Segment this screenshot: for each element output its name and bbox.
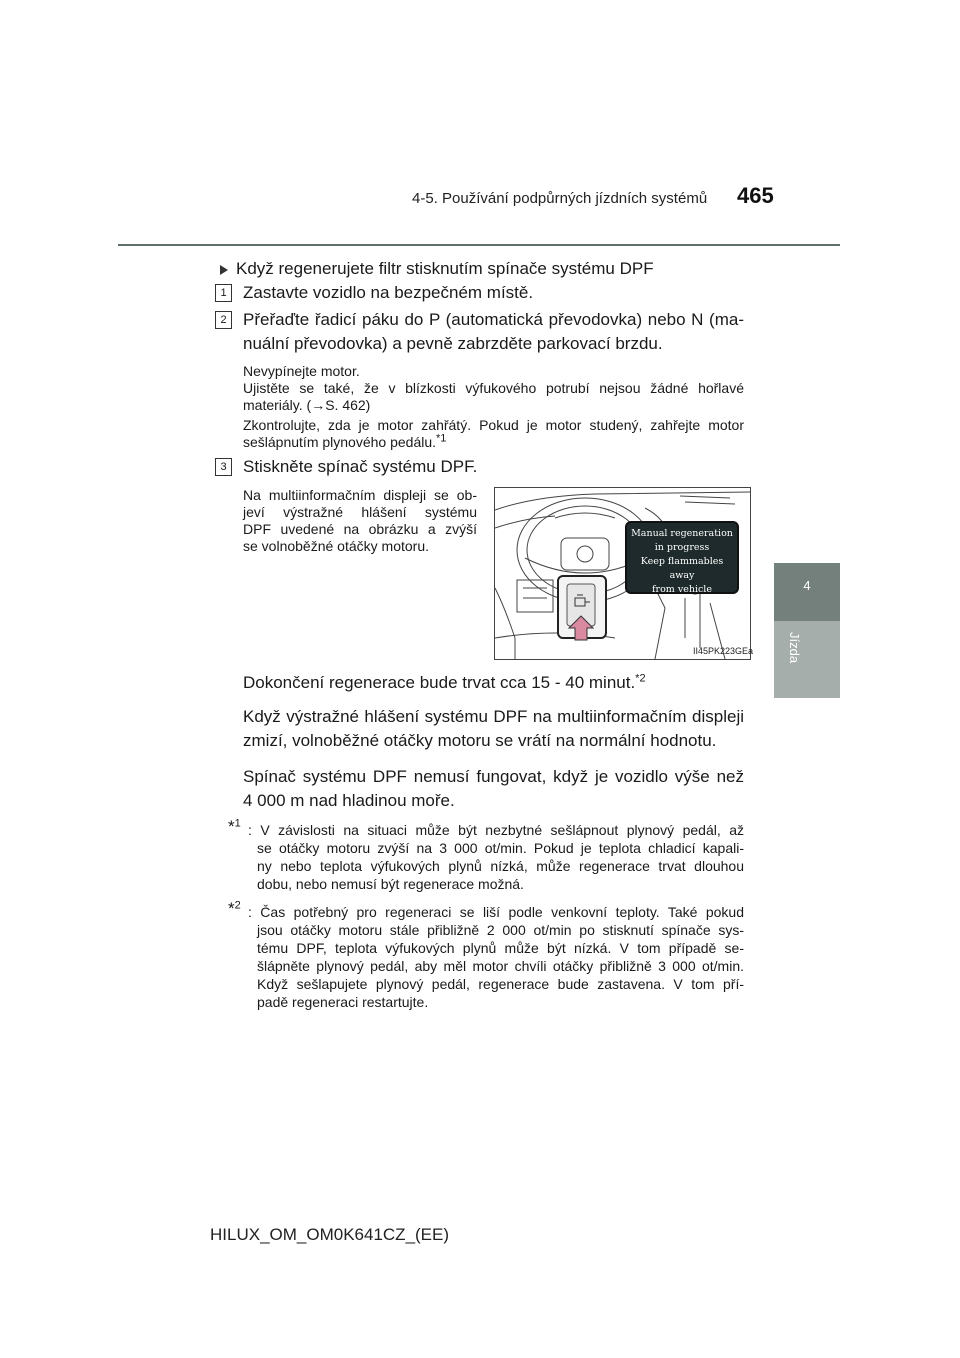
step-number-2: 2 — [215, 311, 232, 329]
chapter-tab-label: Jízda — [787, 632, 802, 664]
para-2-line-2: zmizí, volnoběžné otáčky motoru se vrátí na normální hodnotu. — [243, 731, 717, 750]
footnote-ref: *2 — [635, 672, 646, 685]
procedure-heading: Když regenerujete filtr stisknutím spínače systému DPF — [220, 255, 654, 282]
footnote-2-line-6: padě regeneraci restartujte. — [257, 994, 429, 1010]
footnote-1-line-4: dobu, nebo nemusí být regenerace možná. — [257, 876, 524, 892]
regeneration-duration: Dokončení regenerace bude trvat cca 15 - 40 minut.$^{*2}$ — [243, 672, 646, 692]
warning-message-display: Manual regeneration in progress Keep flammables away from vehicle — [625, 521, 739, 594]
step-1-text: Zastavte vozidlo na bezpečném místě. — [243, 283, 534, 302]
note-warmup-line-1: Zkontrolujte, zda je motor zahřátý. Pokud je motor studený, zahřejte motor — [243, 417, 744, 433]
note-engine-line-3: materiály. (→S. 462) — [243, 397, 371, 413]
step-3-note-line-1: Na multiinformačním displeji se ob- — [243, 487, 477, 503]
footnote-1-line-2: se otáčky motoru zvýší na 3 000 ot/min. Pokud je teplota chladicí kapali- — [257, 840, 744, 856]
footnote-1-line-3: ny nebo teplota výfukových plynů nízká, může regenerace trvat dlouhou — [257, 858, 744, 874]
step-2-line-1: Přeřaďte řadicí páku do P (automatická převodovka) nebo N (ma- — [243, 310, 744, 329]
document-code-footer: HILUX_OM_OM0K641CZ_(EE) — [210, 1225, 450, 1244]
step-3-text: Stiskněte spínač systému DPF. — [243, 457, 478, 476]
footnote-2-line-5: Když sešlapujete plynový pedál, regenerace bude zastavena. V tom pří- — [257, 976, 744, 992]
chapter-tab-label-bg — [774, 621, 840, 698]
note-warmup-line-2: sešlápnutím plynového pedálu.$^{*1}$ — [243, 432, 447, 450]
header-divider — [118, 244, 840, 246]
note-engine-line-1: Nevypínejte motor. — [243, 363, 360, 379]
arrow-right-icon: → — [311, 397, 326, 413]
note-engine-line-2: Ujistěte se také, že v blízkosti výfukového potrubí nejsou žádné hořlavé — [243, 380, 744, 396]
page-number: 465 — [737, 183, 774, 208]
footnote-1-marker: *$^1$ — [228, 817, 241, 836]
footnote-2-line-1: : Čas potřebný pro regeneraci se liší podle venkovní teploty. Také pokud — [248, 904, 744, 920]
step-2-line-2: nuální převodovka) a pevně zabrzděte parkovací brzdu. — [243, 334, 663, 353]
illustration-code: II45PK223GEa — [693, 646, 754, 656]
footnote-2-line-4: šlápněte plynový pedál, aby měl motor chvíli otáčky přibližně 3 000 ot/min. — [257, 958, 744, 974]
triangle-bullet-icon — [220, 265, 228, 275]
chapter-tab-number: 4 — [803, 578, 811, 593]
step-3-note-line-4: se volnoběžné otáčky motoru. — [243, 538, 429, 554]
para-2-line-1: Když výstražné hlášení systému DPF na multiinformačním displeji — [243, 707, 744, 726]
footnote-ref: *1 — [436, 432, 447, 445]
step-3-note-line-2: jeví výstražné hlášení systému — [243, 504, 477, 520]
step-number-3: 3 — [215, 458, 232, 476]
para-3-line-2: 4 000 m nad hladinou moře. — [243, 791, 455, 810]
para-3-line-1: Spínač systému DPF nemusí fungovat, když je vozidlo výše než — [243, 767, 744, 786]
section-title: 4-5. Používání podpůrných jízdních systémů — [412, 190, 708, 207]
footnote-1-line-1: : V závislosti na situaci může být nezbytné sešlápnout plynový pedál, až — [248, 822, 744, 838]
footnote-2-line-3: tému DPF, teplota výfukových plynů může být nízká. V tom případě se- — [257, 940, 744, 956]
footnote-2-marker: *$^2$ — [228, 899, 241, 918]
footnote-2-line-2: jsou otáčky motoru stále přibližně 2 000 ot/min po stisknutí spínače sys- — [257, 922, 744, 938]
step-number-1: 1 — [215, 284, 232, 302]
step-3-note-line-3: DPF uvedené na obrázku a zvýší — [243, 521, 477, 537]
